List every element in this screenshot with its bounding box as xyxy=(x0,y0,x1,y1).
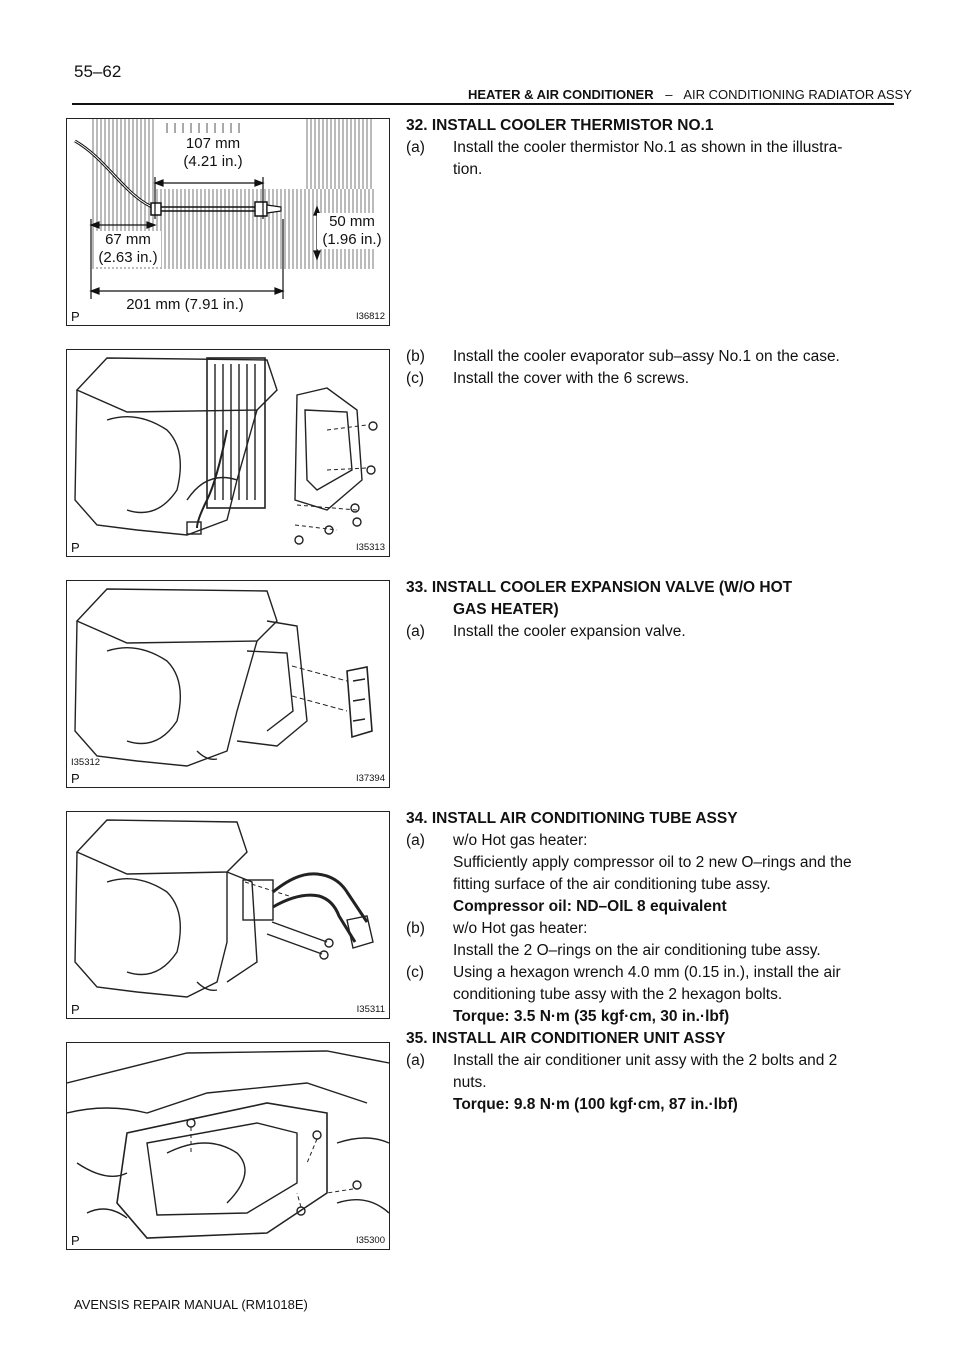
figure-thermistor-dimensions xyxy=(66,118,390,326)
step-32a-text-cont: tion. xyxy=(453,161,483,178)
step-34c xyxy=(406,962,896,1028)
dim-107mm-inch: (4.21 in.) xyxy=(183,153,243,170)
dim-50mm-inch: (1.96 in.) xyxy=(322,231,382,248)
unit-case-drawing xyxy=(67,350,389,556)
figure-id: I36812 xyxy=(355,311,385,322)
figure-p-mark: P xyxy=(71,540,80,555)
step-34b-label: (b) xyxy=(406,920,425,937)
dim-201mm: 201 mm (7.91 in.) xyxy=(115,296,255,314)
header-rule xyxy=(72,103,894,105)
step-32-block xyxy=(406,115,896,181)
step-34c-torque: Torque: 3.5 N·m (35 kgf·cm, 30 in.·lbf) xyxy=(453,1008,730,1025)
step-32a-label: (a) xyxy=(406,139,425,156)
step-32b-label: (b) xyxy=(406,348,425,365)
page-footer: AVENSIS REPAIR MANUAL (RM1018E) xyxy=(74,1297,308,1312)
step-32a xyxy=(406,137,896,181)
step-34-block xyxy=(406,808,896,1116)
step-32b-text: Install the cooler evaporator sub–assy No.1 on the case. xyxy=(453,348,840,365)
figure-p-mark: P xyxy=(71,771,80,786)
step-32c xyxy=(406,368,896,390)
step-35a-torque: Torque: 9.8 N·m (100 kgf·cm, 87 in.·lbf) xyxy=(453,1096,738,1113)
header-section: HEATER & AIR CONDITIONER xyxy=(468,87,654,102)
step-33a-text: Install the cooler expansion valve. xyxy=(453,623,686,640)
figure-p-mark: P xyxy=(71,1002,80,1017)
dim-50mm xyxy=(317,213,387,249)
step-34a-text-2: Sufficiently apply compressor oil to 2 new O–rings and the xyxy=(453,854,852,871)
header-subsection: AIR CONDITIONING RADIATOR ASSY xyxy=(683,87,912,102)
figure-p-mark: P xyxy=(71,1233,80,1248)
page-number: 55–62 xyxy=(74,62,122,81)
step-34c-label: (c) xyxy=(406,964,425,981)
step-32bc-block xyxy=(406,346,896,390)
step-32c-text: Install the cover with the 6 screws. xyxy=(453,370,690,387)
step-34-title: 34. INSTALL AIR CONDITIONING TUBE ASSY xyxy=(406,810,738,827)
figure-expansion-valve xyxy=(66,580,390,788)
ac-tube-drawing xyxy=(67,812,389,1018)
step-34a-spec: Compressor oil: ND–OIL 8 equivalent xyxy=(453,898,727,915)
step-33a xyxy=(406,621,896,643)
expansion-valve-drawing xyxy=(67,581,389,787)
step-33-title: 33. INSTALL COOLER EXPANSION VALVE (W/O HOT xyxy=(406,579,793,596)
step-33a-label: (a) xyxy=(406,623,425,640)
header-separator: – xyxy=(665,87,673,102)
figure-evaporator-cover xyxy=(66,349,390,557)
step-35-title: 35. INSTALL AIR CONDITIONER UNIT ASSY xyxy=(406,1030,726,1047)
step-32c-label: (c) xyxy=(406,370,425,387)
step-33-block xyxy=(406,577,896,643)
step-34a-text: w/o Hot gas heater: xyxy=(453,832,588,849)
dim-67mm xyxy=(95,231,161,267)
figure-id: I35313 xyxy=(355,542,385,553)
step-34b-text-2: Install the 2 O–rings on the air conditioning tube assy. xyxy=(453,942,821,959)
step-34a-label: (a) xyxy=(406,832,425,849)
figure-ac-unit xyxy=(66,1042,390,1250)
ac-unit-drawing xyxy=(67,1043,389,1249)
figure-id: I35300 xyxy=(355,1235,385,1246)
dim-67mm-metric: 67 mm xyxy=(105,231,151,248)
step-34c-text-2: conditioning tube assy with the 2 hexagon bolts. xyxy=(453,986,783,1003)
figure-ac-tube xyxy=(66,811,390,1019)
step-34c-text: Using a hexagon wrench 4.0 mm (0.15 in.), install the air xyxy=(453,964,841,981)
figure-id: I35311 xyxy=(356,1004,385,1015)
step-34a-text-3: fitting surface of the air conditioning tube assy. xyxy=(453,876,771,893)
dim-67mm-inch: (2.63 in.) xyxy=(98,249,158,266)
step-35a-text: Install the air conditioner unit assy with the 2 bolts and 2 xyxy=(453,1052,838,1069)
step-32b xyxy=(406,346,896,368)
step-35a-label: (a) xyxy=(406,1052,425,1069)
step-32-title: 32. INSTALL COOLER THERMISTOR NO.1 xyxy=(406,117,714,134)
step-35a xyxy=(406,1050,896,1116)
dim-107mm-metric: 107 mm xyxy=(185,135,241,152)
step-34a xyxy=(406,830,896,918)
step-33-title-cont: GAS HEATER) xyxy=(453,601,559,618)
step-32a-text: Install the cooler thermistor No.1 as shown in the illustra- xyxy=(453,139,843,156)
step-34b-text: w/o Hot gas heater: xyxy=(453,920,588,937)
page-header xyxy=(468,87,912,102)
figure-sub-id: I35312 xyxy=(71,757,101,768)
figure-id: I37394 xyxy=(355,773,385,784)
step-35a-text-2: nuts. xyxy=(453,1074,487,1091)
figure-p-mark: P xyxy=(71,309,80,324)
dim-107mm xyxy=(167,135,259,171)
dim-50mm-metric: 50 mm xyxy=(329,213,375,230)
step-34b xyxy=(406,918,896,962)
